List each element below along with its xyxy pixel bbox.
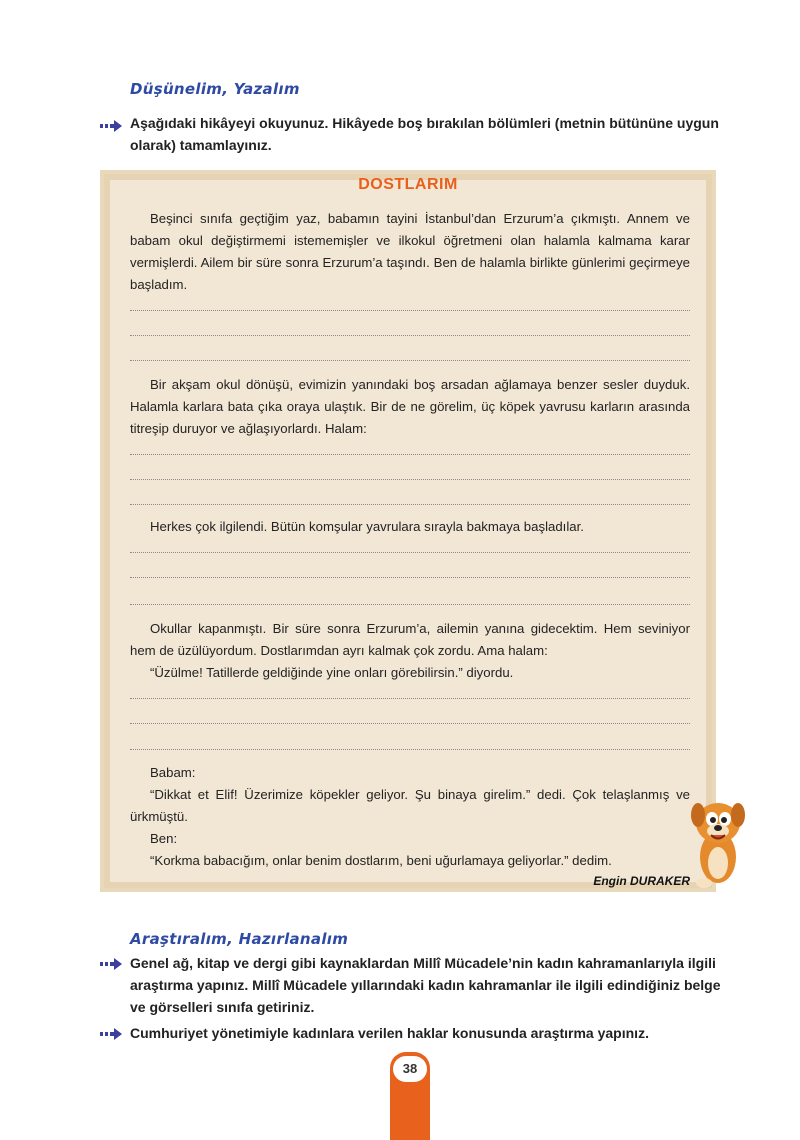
blank-line[interactable] [130, 479, 690, 480]
blank-line[interactable] [130, 604, 690, 605]
section-title-dusunelim: Düşünelim, Yazalım [130, 80, 300, 98]
story-paragraph-1: Beşinci sınıfa geçtiğim yaz, babamın tayini İstanbul’dan Erzurum’a çıkmıştı. Annem ve babam okul değiştirmemi istememişler ve ilkokul öğretmeni olan halamla kalmama karar vermişlerdi. Ailem bir süre sonra Erzurum’a taşındı. Ben de halamla birlikte günlerimi geçirmeye başladım. [130, 211, 690, 292]
arrow-bullet-icon [100, 120, 122, 132]
research-item-1: Genel ağ, kitap ve dergi gibi kaynaklardan Millî Mücadele’nin kadın kahramanlarıyla ilgili araştırma yapınız. Millî Mücadele yıllarındaki kadın kahramanlar ile ilgili edindiğiniz belge ve görselleri sınıfa getiriniz. [130, 955, 721, 1015]
story-paragraph-5c: Ben: [150, 831, 178, 846]
story-author: Engin DURAKER [593, 874, 690, 888]
arrow-bullet-icon [100, 958, 122, 970]
blank-line[interactable] [130, 698, 690, 699]
blank-line[interactable] [130, 552, 690, 553]
instruction-text: Aşağıdaki hikâyeyi okuyunuz. Hikâyede boş bırakılan bölümleri (metnin bütününe uygun olarak) tamamlayınız. [130, 115, 719, 153]
story-paragraph-5b: “Dikkat et Elif! Üzerimize köpekler geliyor. Şu binaya girelim.” dedi. Çok telaşlanmış ve ürkmüştü. [130, 787, 690, 824]
blank-line[interactable] [130, 723, 690, 724]
blank-line[interactable] [130, 454, 690, 455]
dog-mascot-icon [688, 795, 748, 890]
blank-line[interactable] [130, 749, 690, 750]
section-title-arastiralim: Araştıralım, Hazırlanalım [130, 930, 349, 948]
blank-line[interactable] [130, 335, 690, 336]
blank-line[interactable] [130, 504, 690, 505]
story-paragraph-4: Okullar kapanmıştı. Bir süre sonra Erzurum’a, ailemin yanına gidecektim. Hem seviniyor hem de üzülüyordum. Dostlarımdan ayrı kalmak çok zordu. Ama halam: [130, 621, 690, 658]
blank-line[interactable] [130, 310, 690, 311]
story-paragraph-2: Bir akşam okul dönüşü, evimizin yanındaki boş arsadan ağlamaya benzer sesler duyduk. Halamla karlara bata çıka oraya ulaştık. Bir de ne görelim, üç köpek yavrusu karların arasında titreşip duruyor ve ağlaşıyorlardı. Halam: [130, 377, 690, 436]
page-number: 38 [393, 1056, 427, 1082]
story-paragraph-4b: “Üzülme! Tatillerde geldiğinde yine onları görebilirsin.” diyordu. [150, 665, 514, 680]
arrow-bullet-icon [100, 1028, 122, 1040]
story-paragraph-3: Herkes çok ilgilendi. Bütün komşular yavrulara sırayla bakmaya başladılar. [150, 519, 584, 534]
research-item-2: Cumhuriyet yönetimiyle kadınlara verilen haklar konusunda araştırma yapınız. [130, 1025, 649, 1041]
story-paragraph-5a: Babam: [150, 765, 196, 780]
story-paragraph-5d: “Korkma babacığım, onlar benim dostlarım, beni uğurlamaya geliyorlar.” dedim. [150, 853, 612, 868]
story-title: DOSTLARIM [358, 176, 458, 193]
blank-line[interactable] [130, 360, 690, 361]
blank-line[interactable] [130, 577, 690, 578]
